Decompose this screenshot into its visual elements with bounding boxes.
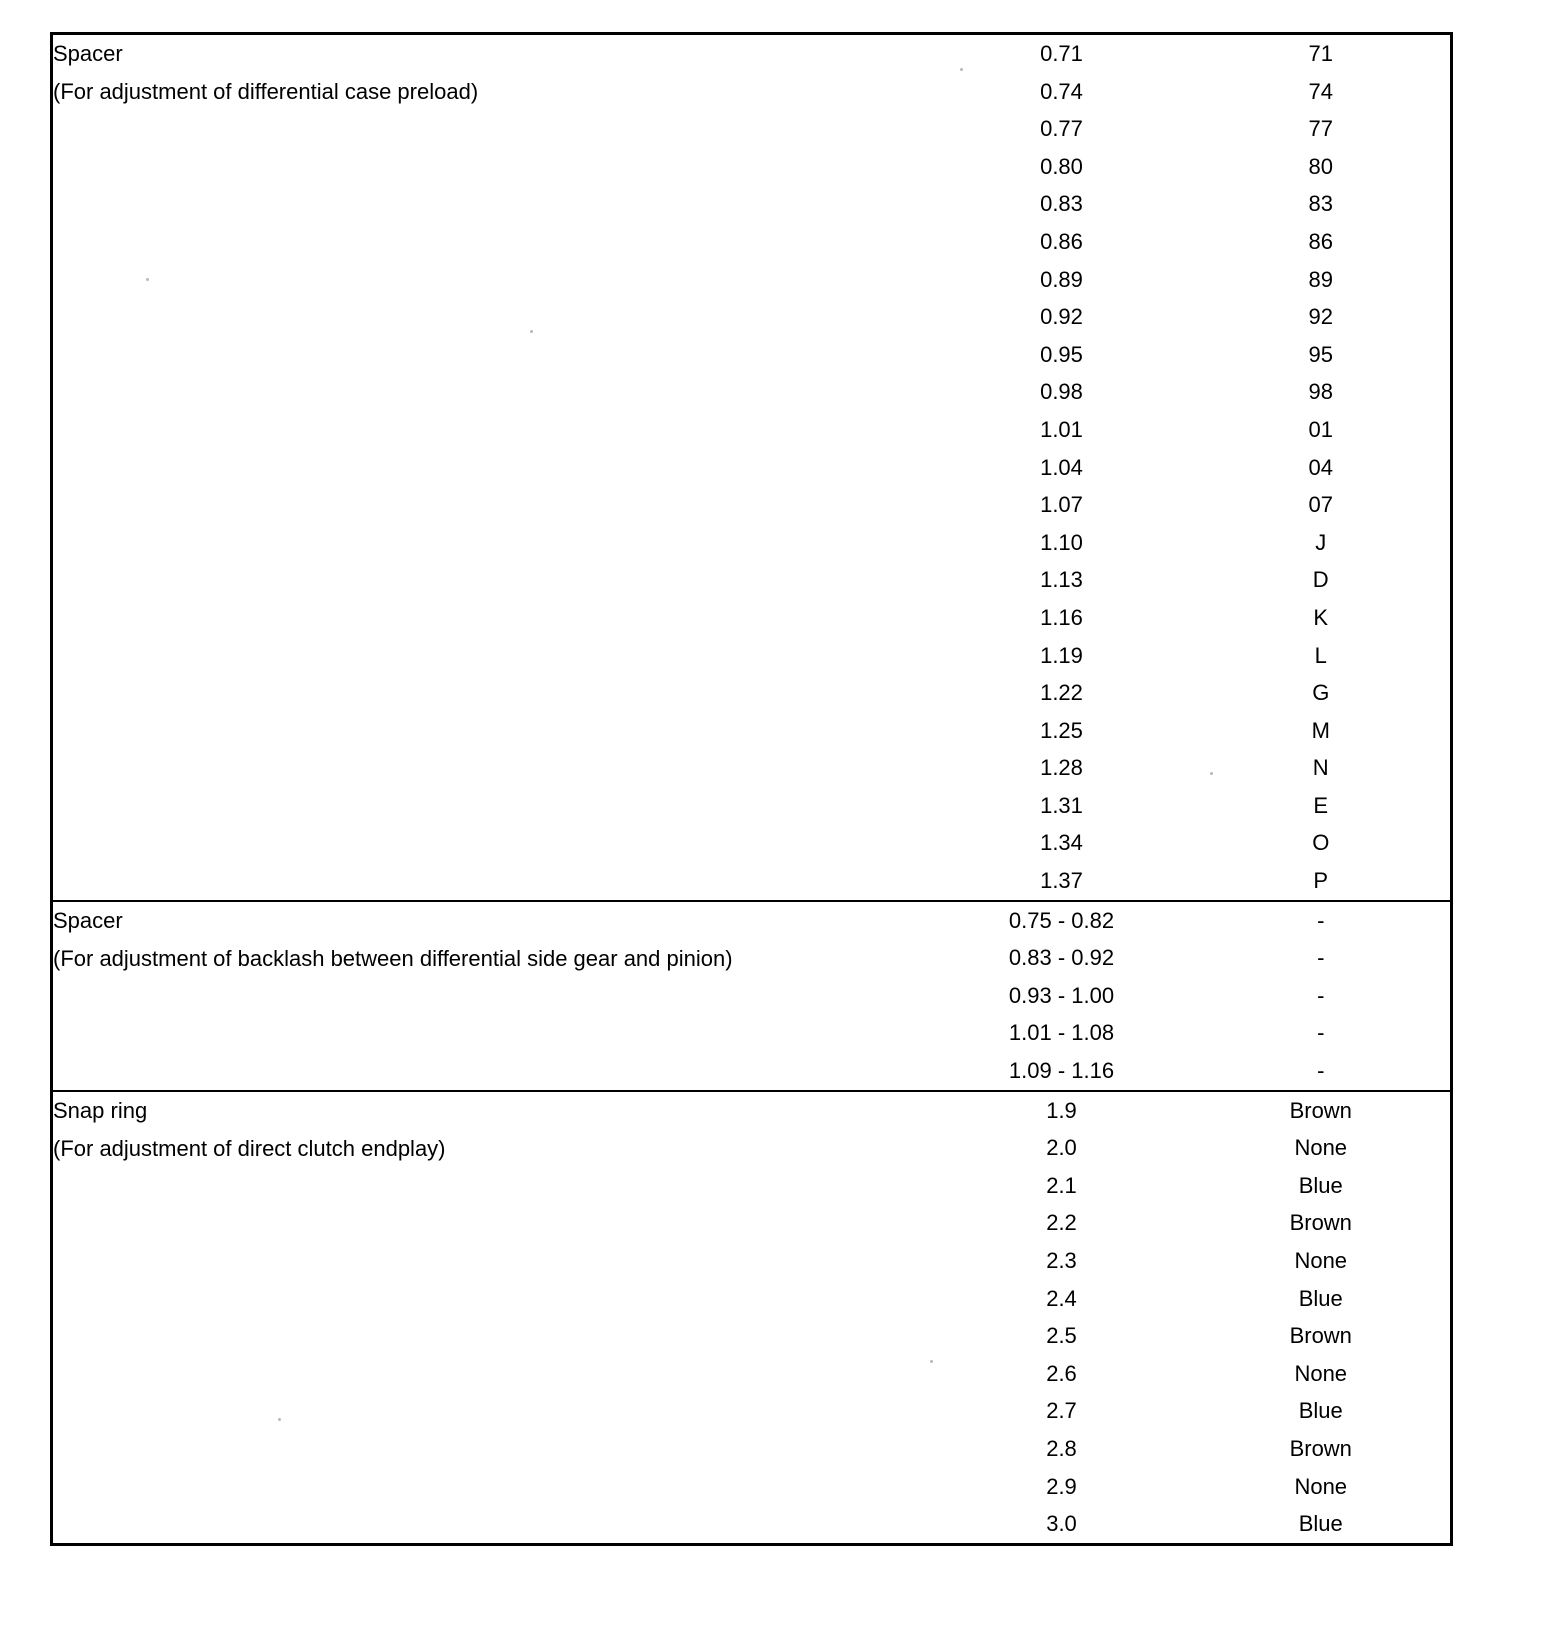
- part-purpose: (For adjustment of backlash between differential side gear and pinion): [53, 945, 733, 971]
- value: 0.95: [1040, 341, 1083, 367]
- mark: O: [1312, 830, 1330, 856]
- values-cell: [932, 34, 1192, 901]
- values-cell: [932, 1091, 1192, 1545]
- value: 2.5: [1046, 1323, 1077, 1349]
- mark: Brown: [1289, 1210, 1352, 1236]
- part-purpose: (For adjustment of direct clutch endplay): [53, 1135, 446, 1161]
- mark: 95: [1308, 341, 1333, 367]
- value: 1.13: [1040, 567, 1083, 593]
- value: 2.6: [1046, 1360, 1077, 1386]
- value: 1.25: [1040, 717, 1083, 743]
- value: 1.04: [1040, 454, 1083, 480]
- mark: 92: [1308, 304, 1333, 330]
- mark: E: [1313, 792, 1329, 818]
- mark: N: [1312, 755, 1329, 781]
- value: 2.1: [1046, 1172, 1077, 1198]
- value: 1.37: [1040, 868, 1083, 894]
- value: 1.01 - 1.08: [1008, 1020, 1115, 1046]
- value: 2.3: [1046, 1248, 1077, 1273]
- mark: 77: [1308, 116, 1333, 142]
- marks-cell: [1192, 901, 1452, 1091]
- part-name: Spacer: [53, 41, 123, 66]
- value: 1.07: [1040, 492, 1083, 518]
- mark: Brown: [1289, 1097, 1352, 1123]
- value: 2.2: [1046, 1210, 1077, 1236]
- value: 1.16: [1040, 604, 1083, 630]
- mark: 74: [1308, 78, 1333, 104]
- mark: 71: [1308, 41, 1333, 66]
- mark: None: [1294, 1360, 1348, 1386]
- value: 2.4: [1046, 1285, 1077, 1311]
- mark: Blue: [1298, 1398, 1343, 1424]
- value: 0.83 - 0.92: [1008, 945, 1115, 971]
- marks-cell: [1192, 1091, 1452, 1545]
- mark: Brown: [1289, 1435, 1352, 1461]
- value: 0.98: [1040, 379, 1083, 405]
- part-name: Snap ring: [53, 1097, 148, 1123]
- value: 1.10: [1040, 529, 1083, 555]
- value: 1.28: [1040, 755, 1083, 781]
- part-purpose: (For adjustment of differential case preload): [53, 79, 479, 104]
- value: 0.77: [1040, 116, 1083, 142]
- part-name: Spacer: [53, 907, 123, 933]
- value: 1.22: [1040, 680, 1083, 706]
- mark: Blue: [1298, 1172, 1343, 1198]
- mark: -: [1317, 907, 1325, 933]
- value: 0.75 - 0.82: [1008, 907, 1115, 933]
- table-row: [52, 1091, 1452, 1545]
- value: 2.7: [1046, 1398, 1077, 1424]
- mark: P: [1313, 868, 1329, 894]
- value: 0.86: [1040, 228, 1083, 254]
- value: 0.83: [1040, 191, 1083, 217]
- mark: -: [1317, 1020, 1325, 1046]
- value: 1.31: [1040, 792, 1083, 818]
- value: 0.80: [1040, 153, 1083, 179]
- specifications-table: [50, 32, 1453, 1546]
- values-cell: [932, 901, 1192, 1091]
- value: 2.0: [1046, 1135, 1077, 1161]
- mark: Blue: [1298, 1511, 1343, 1537]
- mark: None: [1294, 1473, 1348, 1499]
- value: 1.01: [1040, 416, 1083, 442]
- table-body: [52, 34, 1452, 1545]
- mark: None: [1294, 1248, 1348, 1273]
- table-row: [52, 34, 1452, 901]
- mark: M: [1311, 717, 1330, 743]
- value: 1.34: [1040, 830, 1083, 856]
- value: 3.0: [1046, 1511, 1077, 1537]
- mark: 01: [1308, 416, 1333, 442]
- mark: K: [1313, 604, 1329, 630]
- mark: 07: [1308, 492, 1333, 518]
- value: 2.8: [1046, 1435, 1077, 1461]
- mark: -: [1317, 1058, 1325, 1084]
- mark: J: [1315, 529, 1327, 555]
- mark: Brown: [1289, 1323, 1352, 1349]
- mark: 89: [1308, 266, 1333, 292]
- mark: 80: [1308, 153, 1333, 179]
- mark: D: [1312, 567, 1329, 593]
- marks-cell: [1192, 34, 1452, 901]
- mark: 98: [1308, 379, 1333, 405]
- part-description-cell: [52, 34, 932, 901]
- mark: -: [1317, 945, 1325, 971]
- value: 0.92: [1040, 304, 1083, 330]
- mark: 83: [1308, 191, 1333, 217]
- mark: Blue: [1298, 1285, 1343, 1311]
- part-description-cell: [52, 1091, 932, 1545]
- mark: G: [1312, 680, 1330, 706]
- table-row: [52, 901, 1452, 1091]
- mark: -: [1317, 982, 1325, 1008]
- value: 0.74: [1040, 78, 1083, 104]
- value: 0.89: [1040, 266, 1083, 292]
- part-description-cell: [52, 901, 932, 1091]
- value: 2.9: [1046, 1473, 1077, 1499]
- mark: 04: [1308, 454, 1333, 480]
- value: 1.09 - 1.16: [1008, 1058, 1115, 1084]
- mark: None: [1294, 1135, 1348, 1161]
- mark: 86: [1308, 228, 1333, 254]
- value: 1.9: [1046, 1097, 1077, 1123]
- value: 1.19: [1040, 642, 1083, 668]
- mark: L: [1314, 642, 1327, 668]
- value: 0.93 - 1.00: [1008, 982, 1115, 1008]
- value: 0.71: [1040, 41, 1083, 66]
